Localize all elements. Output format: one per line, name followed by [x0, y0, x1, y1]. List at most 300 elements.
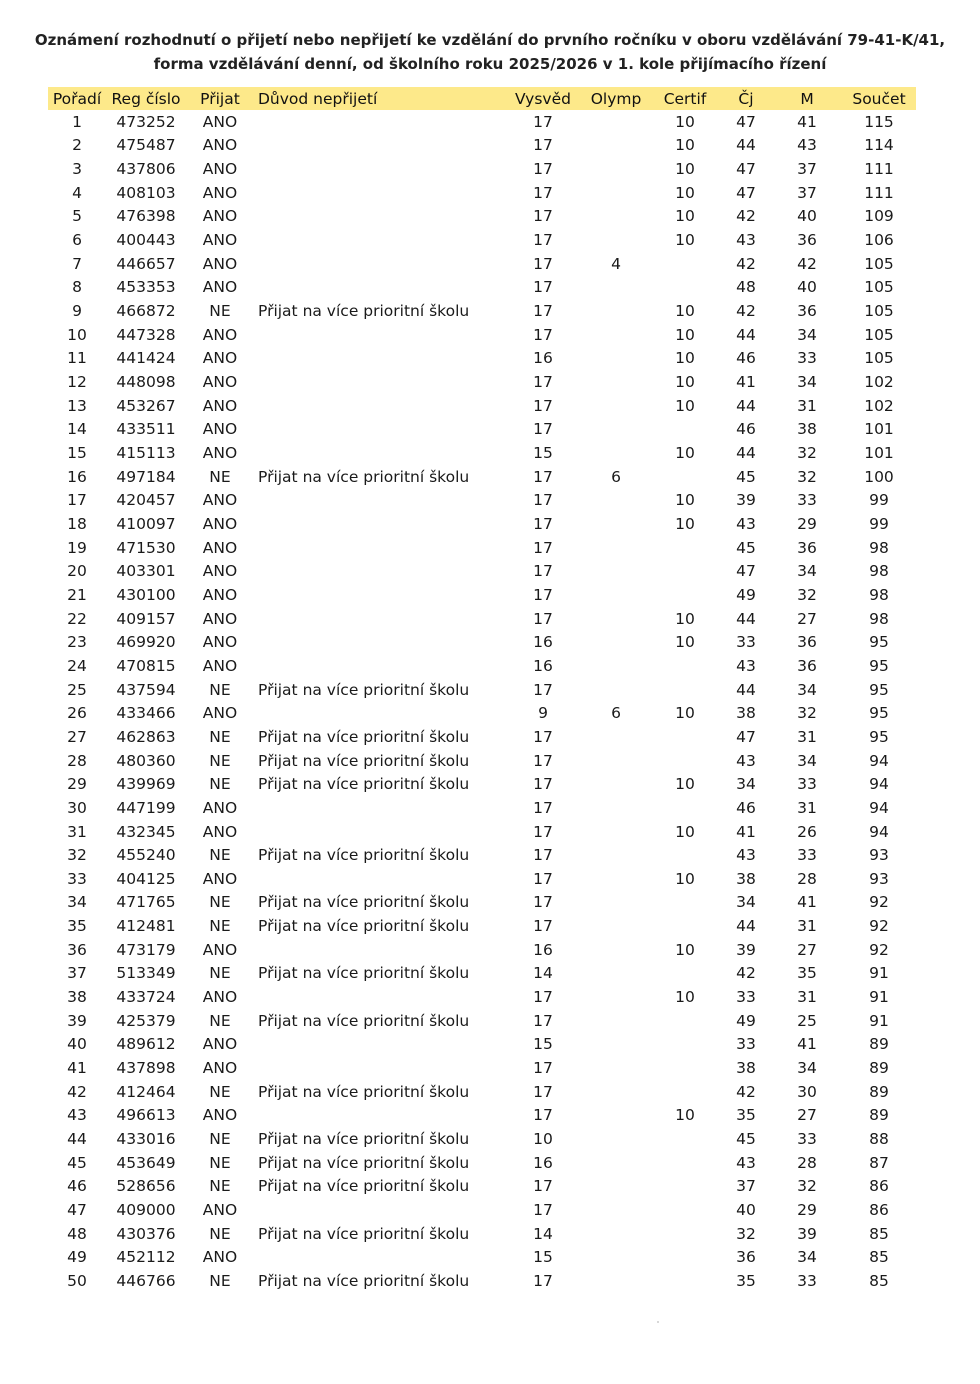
cell-vysved: 17 — [533, 396, 553, 415]
cell-prijat: NE — [209, 964, 231, 983]
cell-m: 31 — [797, 396, 817, 415]
cell-duvod-neprijeti — [254, 1104, 504, 1128]
cell-certif — [650, 1033, 720, 1057]
cell-olymp — [582, 914, 650, 938]
table-row — [48, 891, 916, 915]
cell-poradi: 49 — [67, 1248, 87, 1267]
cell-soucet: 92 — [869, 893, 889, 912]
cell-poradi: 43 — [67, 1106, 87, 1125]
cell-certif: 10 — [675, 775, 695, 794]
cell-reg-cislo: 430100 — [116, 585, 176, 604]
header-reg-cislo: Reg číslo — [106, 87, 186, 110]
cell-duvod-neprijeti — [254, 110, 504, 134]
cell-duvod-neprijeti — [254, 181, 504, 205]
cell-prijat: ANO — [202, 278, 238, 297]
cell-duvod-neprijeti — [254, 630, 504, 654]
header-certif: Certif — [650, 87, 720, 110]
cell-reg-cislo: 448098 — [116, 373, 176, 392]
table-row — [48, 110, 916, 134]
cell-vysved: 14 — [533, 1224, 553, 1243]
cell-certif — [650, 843, 720, 867]
cell-olymp — [582, 678, 650, 702]
cell-cj: 41 — [736, 373, 756, 392]
cell-soucet: 85 — [869, 1224, 889, 1243]
cell-cj: 39 — [736, 491, 756, 510]
cell-vysved: 17 — [533, 514, 553, 533]
cell-m: 41 — [797, 893, 817, 912]
cell-m: 36 — [797, 231, 817, 250]
cell-cj: 44 — [736, 444, 756, 463]
cell-reg-cislo: 469920 — [116, 633, 176, 652]
cell-soucet: 101 — [864, 420, 894, 439]
cell-cj: 37 — [736, 1177, 756, 1196]
cell-vysved: 17 — [533, 491, 553, 510]
cell-prijat: ANO — [202, 869, 238, 888]
cell-certif: 10 — [675, 1106, 695, 1125]
table-row — [48, 914, 916, 938]
cell-prijat: NE — [209, 302, 231, 321]
cell-m: 41 — [797, 112, 817, 131]
cell-m: 32 — [797, 467, 817, 486]
cell-reg-cislo: 400443 — [116, 231, 176, 250]
cell-poradi: 28 — [67, 751, 87, 770]
table-row — [48, 654, 916, 678]
table-row — [48, 465, 916, 489]
cell-m: 34 — [797, 751, 817, 770]
cell-olymp — [582, 1151, 650, 1175]
cell-vysved: 17 — [533, 988, 553, 1007]
cell-duvod-neprijeti — [254, 276, 504, 300]
cell-poradi: 40 — [67, 1035, 87, 1054]
cell-certif: 10 — [675, 373, 695, 392]
cell-duvod-neprijeti: Přijat na více prioritní školu — [258, 1224, 470, 1243]
cell-m: 33 — [797, 349, 817, 368]
cell-prijat: NE — [209, 775, 231, 794]
cell-soucet: 115 — [864, 112, 894, 131]
cell-m: 34 — [797, 680, 817, 699]
cell-cj: 32 — [736, 1224, 756, 1243]
cell-cj: 47 — [736, 160, 756, 179]
cell-duvod-neprijeti — [254, 820, 504, 844]
cell-reg-cislo: 439969 — [116, 775, 176, 794]
cell-vysved: 17 — [533, 254, 553, 273]
cell-prijat: ANO — [202, 704, 238, 723]
cell-poradi: 15 — [67, 444, 87, 463]
cell-prijat: ANO — [202, 160, 238, 179]
cell-olymp — [582, 394, 650, 418]
cell-reg-cislo: 497184 — [116, 467, 176, 486]
cell-certif — [650, 559, 720, 583]
cell-cj: 44 — [736, 609, 756, 628]
table-row — [48, 1056, 916, 1080]
cell-m: 33 — [797, 846, 817, 865]
cell-prijat: ANO — [202, 633, 238, 652]
cell-duvod-neprijeti — [254, 134, 504, 158]
cell-certif: 10 — [675, 514, 695, 533]
cell-soucet: 94 — [869, 775, 889, 794]
cell-m: 31 — [797, 727, 817, 746]
table-row — [48, 725, 916, 749]
cell-vysved: 17 — [533, 302, 553, 321]
cell-reg-cislo: 409157 — [116, 609, 176, 628]
cell-poradi: 16 — [67, 467, 87, 486]
cell-reg-cislo: 452112 — [116, 1248, 176, 1267]
cell-poradi: 7 — [72, 254, 82, 273]
cell-certif — [650, 1080, 720, 1104]
cell-prijat: ANO — [202, 988, 238, 1007]
cell-reg-cislo: 412464 — [116, 1082, 176, 1101]
table-row — [48, 441, 916, 465]
cell-poradi: 39 — [67, 1011, 87, 1030]
cell-olymp — [582, 228, 650, 252]
cell-olymp — [582, 820, 650, 844]
cell-m: 34 — [797, 1059, 817, 1078]
cell-vysved: 14 — [533, 964, 553, 983]
cell-soucet: 98 — [869, 585, 889, 604]
cell-prijat: ANO — [202, 325, 238, 344]
cell-vysved: 17 — [533, 1106, 553, 1125]
cell-prijat: ANO — [202, 1035, 238, 1054]
cell-duvod-neprijeti — [254, 228, 504, 252]
cell-m: 33 — [797, 491, 817, 510]
cell-reg-cislo: 415113 — [116, 444, 176, 463]
cell-soucet: 105 — [864, 278, 894, 297]
cell-olymp: 6 — [611, 704, 621, 723]
table-row — [48, 1151, 916, 1175]
cell-cj: 49 — [736, 1011, 756, 1030]
cell-reg-cislo: 430376 — [116, 1224, 176, 1243]
cell-olymp — [582, 559, 650, 583]
cell-soucet: 95 — [869, 727, 889, 746]
cell-vysved: 17 — [533, 231, 553, 250]
cell-poradi: 44 — [67, 1130, 87, 1149]
cell-vysved: 17 — [533, 1271, 553, 1290]
cell-poradi: 12 — [67, 373, 87, 392]
cell-m: 34 — [797, 1248, 817, 1267]
cell-duvod-neprijeti — [254, 938, 504, 962]
table-row — [48, 418, 916, 442]
cell-duvod-neprijeti — [254, 347, 504, 371]
cell-olymp — [582, 583, 650, 607]
cell-m: 34 — [797, 325, 817, 344]
table-row — [48, 299, 916, 323]
cell-m: 27 — [797, 940, 817, 959]
cell-duvod-neprijeti: Přijat na více prioritní školu — [258, 1082, 470, 1101]
cell-m: 35 — [797, 964, 817, 983]
cell-m: 36 — [797, 656, 817, 675]
cell-duvod-neprijeti — [254, 205, 504, 229]
cell-poradi: 17 — [67, 491, 87, 510]
cell-vysved: 17 — [533, 278, 553, 297]
table-row — [48, 867, 916, 891]
table-row — [48, 1080, 916, 1104]
cell-reg-cislo: 453649 — [116, 1153, 176, 1172]
cell-soucet: 85 — [869, 1271, 889, 1290]
cell-cj: 44 — [736, 325, 756, 344]
cell-olymp — [582, 891, 650, 915]
cell-olymp — [582, 796, 650, 820]
cell-m: 42 — [797, 254, 817, 273]
cell-soucet: 105 — [864, 325, 894, 344]
cell-vysved: 17 — [533, 373, 553, 392]
cell-vysved: 16 — [533, 940, 553, 959]
cell-prijat: ANO — [202, 1201, 238, 1220]
cell-reg-cislo: 410097 — [116, 514, 176, 533]
cell-m: 40 — [797, 207, 817, 226]
cell-soucet: 91 — [869, 1011, 889, 1030]
cell-olymp — [582, 1269, 650, 1293]
cell-m: 37 — [797, 183, 817, 202]
cell-olymp — [582, 843, 650, 867]
cell-soucet: 95 — [869, 704, 889, 723]
cell-reg-cislo: 447328 — [116, 325, 176, 344]
cell-reg-cislo: 441424 — [116, 349, 176, 368]
table-row — [48, 749, 916, 773]
cell-m: 41 — [797, 1035, 817, 1054]
cell-reg-cislo: 455240 — [116, 846, 176, 865]
cell-reg-cislo: 513349 — [116, 964, 176, 983]
cell-duvod-neprijeti — [254, 1246, 504, 1270]
cell-certif — [650, 962, 720, 986]
cell-cj: 33 — [736, 633, 756, 652]
table-body — [48, 110, 916, 1293]
cell-reg-cislo: 496613 — [116, 1106, 176, 1125]
cell-duvod-neprijeti — [254, 489, 504, 513]
cell-olymp — [582, 985, 650, 1009]
cell-reg-cislo: 403301 — [116, 562, 176, 581]
cell-vysved: 17 — [533, 207, 553, 226]
cell-certif: 10 — [675, 207, 695, 226]
table-row — [48, 394, 916, 418]
cell-m: 31 — [797, 917, 817, 936]
cell-reg-cislo: 420457 — [116, 491, 176, 510]
cell-cj: 33 — [736, 988, 756, 1007]
table-row — [48, 157, 916, 181]
table-row — [48, 347, 916, 371]
cell-poradi: 33 — [67, 869, 87, 888]
cell-duvod-neprijeti: Přijat na více prioritní školu — [258, 1153, 470, 1172]
cell-duvod-neprijeti — [254, 394, 504, 418]
cell-reg-cislo: 480360 — [116, 751, 176, 770]
cell-poradi: 31 — [67, 822, 87, 841]
cell-prijat: ANO — [202, 822, 238, 841]
cell-reg-cislo: 476398 — [116, 207, 176, 226]
cell-m: 32 — [797, 1177, 817, 1196]
cell-certif — [650, 1222, 720, 1246]
cell-certif — [650, 536, 720, 560]
cell-reg-cislo: 462863 — [116, 727, 176, 746]
cell-cj: 43 — [736, 514, 756, 533]
cell-reg-cislo: 433724 — [116, 988, 176, 1007]
cell-vysved: 17 — [533, 680, 553, 699]
cell-duvod-neprijeti: Přijat na více prioritní školu — [258, 775, 470, 794]
cell-duvod-neprijeti — [254, 583, 504, 607]
cell-poradi: 20 — [67, 562, 87, 581]
cell-reg-cislo: 437898 — [116, 1059, 176, 1078]
cell-vysved: 16 — [533, 633, 553, 652]
table-row — [48, 1269, 916, 1293]
cell-olymp — [582, 512, 650, 536]
title-line-2: forma vzdělávání denní, od školního roku 2025/2026 v 1. kole přijímacího řízení — [153, 55, 827, 73]
cell-prijat: NE — [209, 893, 231, 912]
cell-prijat: ANO — [202, 373, 238, 392]
cell-reg-cislo: 437594 — [116, 680, 176, 699]
cell-vysved: 17 — [533, 893, 553, 912]
cell-certif — [650, 725, 720, 749]
cell-m: 32 — [797, 444, 817, 463]
cell-soucet: 94 — [869, 798, 889, 817]
cell-cj: 48 — [736, 278, 756, 297]
cell-soucet: 95 — [869, 633, 889, 652]
cell-soucet: 92 — [869, 940, 889, 959]
cell-certif — [650, 1246, 720, 1270]
cell-cj: 42 — [736, 1082, 756, 1101]
cell-olymp — [582, 1246, 650, 1270]
cell-olymp — [582, 1222, 650, 1246]
cell-prijat: ANO — [202, 231, 238, 250]
cell-prijat: ANO — [202, 349, 238, 368]
cell-duvod-neprijeti: Přijat na více prioritní školu — [258, 751, 470, 770]
cell-soucet: 93 — [869, 869, 889, 888]
cell-soucet: 111 — [864, 183, 894, 202]
table-row — [48, 820, 916, 844]
cell-poradi: 35 — [67, 917, 87, 936]
cell-prijat: ANO — [202, 396, 238, 415]
cell-soucet: 89 — [869, 1059, 889, 1078]
cell-cj: 38 — [736, 869, 756, 888]
cell-prijat: ANO — [202, 609, 238, 628]
cell-soucet: 98 — [869, 609, 889, 628]
cell-poradi: 26 — [67, 704, 87, 723]
cell-vysved: 16 — [533, 349, 553, 368]
cell-poradi: 34 — [67, 893, 87, 912]
cell-reg-cislo: 412481 — [116, 917, 176, 936]
cell-duvod-neprijeti: Přijat na více prioritní školu — [258, 467, 470, 486]
cell-duvod-neprijeti — [254, 867, 504, 891]
cell-soucet: 109 — [864, 207, 894, 226]
cell-prijat: ANO — [202, 585, 238, 604]
cell-poradi: 11 — [67, 349, 87, 368]
cell-m: 31 — [797, 988, 817, 1007]
cell-reg-cislo: 466872 — [116, 302, 176, 321]
cell-soucet: 91 — [869, 988, 889, 1007]
cell-reg-cislo: 447199 — [116, 798, 176, 817]
cell-duvod-neprijeti: Přijat na více prioritní školu — [258, 1271, 470, 1290]
cell-soucet: 89 — [869, 1106, 889, 1125]
cell-m: 36 — [797, 633, 817, 652]
cell-cj: 45 — [736, 467, 756, 486]
cell-cj: 43 — [736, 656, 756, 675]
cell-certif — [650, 1127, 720, 1151]
cell-m: 32 — [797, 704, 817, 723]
cell-olymp — [582, 299, 650, 323]
cell-vysved: 17 — [533, 798, 553, 817]
cell-vysved: 10 — [533, 1130, 553, 1149]
cell-cj: 47 — [736, 562, 756, 581]
cell-reg-cislo: 432345 — [116, 822, 176, 841]
cell-prijat: ANO — [202, 538, 238, 557]
cell-reg-cislo: 446766 — [116, 1271, 176, 1290]
cell-prijat: NE — [209, 846, 231, 865]
cell-prijat: ANO — [202, 420, 238, 439]
cell-duvod-neprijeti — [254, 252, 504, 276]
cell-m: 39 — [797, 1224, 817, 1243]
cell-poradi: 19 — [67, 538, 87, 557]
cell-poradi: 37 — [67, 964, 87, 983]
title-line-1: Oznámení rozhodnutí o přijetí nebo nepřijetí ke vzdělání do prvního ročníku v oboru vzdělávání 79-41-K/41, — [34, 31, 946, 49]
cell-poradi: 45 — [67, 1153, 87, 1172]
cell-poradi: 9 — [72, 302, 82, 321]
cell-prijat: ANO — [202, 136, 238, 155]
cell-duvod-neprijeti: Přijat na více prioritní školu — [258, 846, 470, 865]
cell-prijat: NE — [209, 1224, 231, 1243]
header-poradi: Pořadí — [48, 87, 106, 110]
header-prijat: Přijat — [186, 87, 254, 110]
cell-m: 27 — [797, 609, 817, 628]
cell-cj: 33 — [736, 1035, 756, 1054]
cell-reg-cislo: 489612 — [116, 1035, 176, 1054]
cell-poradi: 14 — [67, 420, 87, 439]
table-row — [48, 1246, 916, 1270]
cell-certif: 10 — [675, 869, 695, 888]
cell-poradi: 50 — [67, 1271, 87, 1290]
cell-olymp — [582, 1198, 650, 1222]
cell-duvod-neprijeti — [254, 701, 504, 725]
table-row — [48, 1175, 916, 1199]
cell-certif — [650, 1151, 720, 1175]
header-olymp: Olymp — [582, 87, 650, 110]
cell-poradi: 6 — [72, 231, 82, 250]
cell-vysved: 15 — [533, 1035, 553, 1054]
cell-vysved: 17 — [533, 585, 553, 604]
cell-vysved: 17 — [533, 751, 553, 770]
cell-prijat: ANO — [202, 491, 238, 510]
cell-prijat: ANO — [202, 514, 238, 533]
cell-soucet: 111 — [864, 160, 894, 179]
cell-cj: 44 — [736, 396, 756, 415]
cell-duvod-neprijeti — [254, 323, 504, 347]
cell-reg-cislo: 409000 — [116, 1201, 176, 1220]
cell-prijat: NE — [209, 917, 231, 936]
table-row — [48, 701, 916, 725]
cell-cj: 34 — [736, 775, 756, 794]
cell-soucet: 100 — [864, 467, 894, 486]
cell-m: 33 — [797, 1130, 817, 1149]
cell-certif — [650, 1269, 720, 1293]
cell-duvod-neprijeti — [254, 441, 504, 465]
cell-reg-cislo: 433466 — [116, 704, 176, 723]
cell-olymp — [582, 157, 650, 181]
cell-soucet: 105 — [864, 254, 894, 273]
cell-olymp — [582, 749, 650, 773]
cell-olymp — [582, 867, 650, 891]
cell-olymp — [582, 1104, 650, 1128]
cell-cj: 42 — [736, 254, 756, 273]
cell-m: 31 — [797, 798, 817, 817]
cell-soucet: 114 — [864, 136, 894, 155]
cell-certif: 10 — [675, 609, 695, 628]
cell-duvod-neprijeti — [254, 370, 504, 394]
cell-soucet: 94 — [869, 822, 889, 841]
cell-certif — [650, 891, 720, 915]
cell-certif — [650, 276, 720, 300]
cell-certif: 10 — [675, 302, 695, 321]
cell-certif — [650, 583, 720, 607]
cell-reg-cislo: 473252 — [116, 112, 176, 131]
table-row — [48, 323, 916, 347]
cell-poradi: 41 — [67, 1059, 87, 1078]
cell-vysved: 17 — [533, 917, 553, 936]
